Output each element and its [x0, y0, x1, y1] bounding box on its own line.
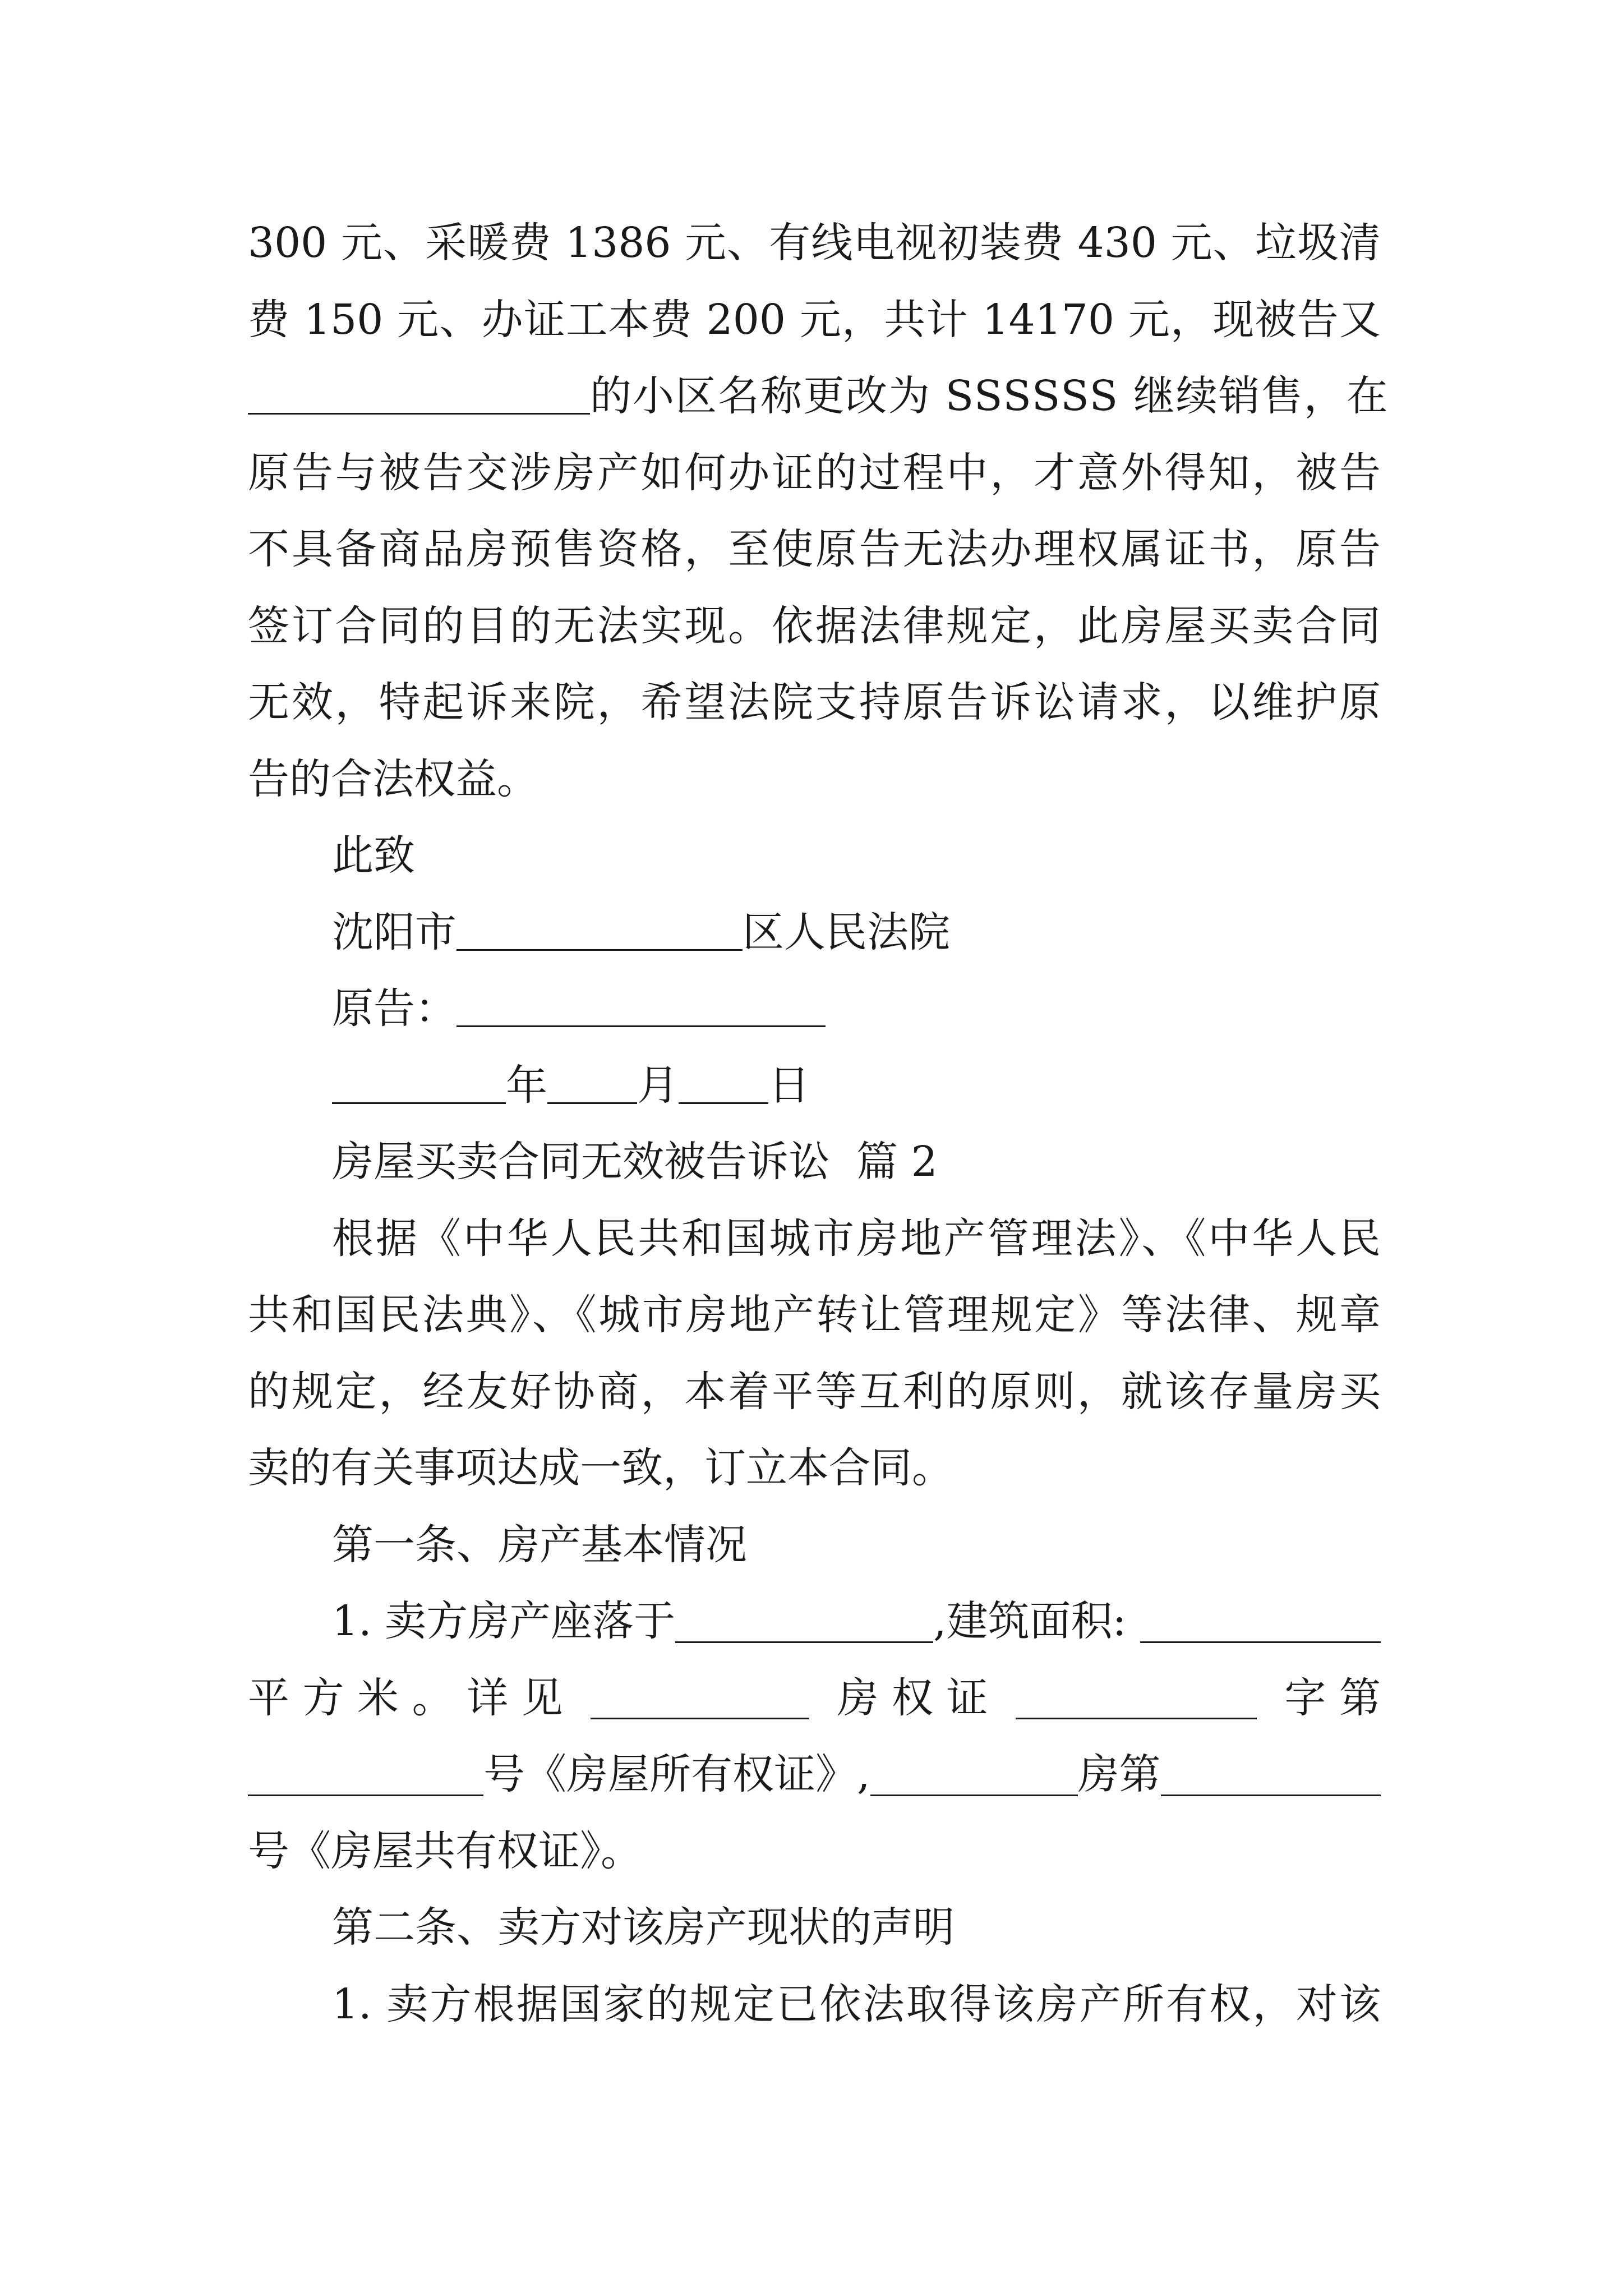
- text-line: [248, 1583, 1381, 1660]
- text-segment: ,建筑面积:: [933, 1597, 1127, 1645]
- text-line: 1. 卖方根据国家的规定已依法取得该房产所有权，对该: [332, 1980, 1381, 2028]
- fill-blank: [248, 1753, 483, 1796]
- article-title: 第二条、卖方对该房产现状的声明: [332, 1903, 955, 1952]
- text-line: [248, 1736, 1381, 1813]
- article-title: 第一条、房产基本情况: [332, 1520, 747, 1569]
- text-line: 根据《中华人民共和国城市房地产管理法》、《中华人民: [332, 1214, 1381, 1263]
- text-segment: 号《房屋所有权证》,: [483, 1750, 870, 1798]
- fill-blank: [457, 984, 826, 1027]
- text-segment: 区人民法院: [743, 908, 950, 956]
- text-line: 告的合法权益。: [248, 754, 538, 803]
- document-body: [248, 205, 1389, 2042]
- plaintiff-line: [248, 970, 1381, 1047]
- fill-blank: [332, 1061, 506, 1104]
- text-line: 共和国民法典》、《城市房地产转让管理规定》等法律、规章: [248, 1291, 1381, 1339]
- fill-blank: [1016, 1676, 1257, 1719]
- fill-blank: [547, 1061, 637, 1104]
- text-segment: 字 第: [1284, 1673, 1381, 1722]
- text-line: 卖的有关事项达成一致，订立本合同。: [248, 1444, 953, 1492]
- text-line: 原告与被告交涉房产如何办证的过程中，才意外得知，被告: [248, 448, 1381, 497]
- fill-blank: [591, 1676, 809, 1719]
- fill-blank: [1161, 1753, 1381, 1796]
- fill-blank: [248, 371, 590, 415]
- text-segment: 年: [506, 1061, 547, 1110]
- fill-blank: [675, 1600, 933, 1643]
- text-line: [248, 358, 1389, 435]
- court-line: [248, 894, 1381, 971]
- text-line: 费 150 元、办证工本费 200 元，共计 14170 元，现被告又: [248, 295, 1381, 344]
- section-heading: 房屋买卖合同无效被告诉讼 篇 2: [332, 1138, 938, 1186]
- text-line: 无效，特起诉来院，希望法院支持原告诉讼请求，以维护原: [248, 678, 1381, 726]
- fill-blank: [457, 908, 743, 951]
- text-segment: 房第: [1077, 1750, 1161, 1798]
- text-segment: 沈阳市: [332, 908, 457, 956]
- text-line: 不具备商品房预售资格，至使原告无法办理权属证书，原告: [248, 525, 1381, 573]
- fill-blank: [679, 1061, 768, 1104]
- text-line: 300 元、采暖费 1386 元、有线电视初装费 430 元、垃圾清: [248, 219, 1381, 267]
- fill-blank: [1140, 1600, 1381, 1643]
- text-segment: 原告：: [332, 984, 457, 1033]
- text-line: 的规定，经友好协商，本着平等互利的原则，就该存量房买: [248, 1367, 1381, 1416]
- fill-blank: [870, 1753, 1078, 1796]
- text-line: 号《房屋共有权证》。: [248, 1826, 642, 1875]
- text-line: 签订合同的目的无法实现。依据法律规定，此房屋买卖合同: [248, 601, 1381, 650]
- text-segment: 的小区名称更改为 SSSSSS 继续销售，在: [590, 372, 1389, 420]
- text-line: [248, 1660, 1381, 1737]
- text-segment: 月: [637, 1061, 679, 1110]
- salutation: 此致: [332, 831, 415, 880]
- text-segment: 平 方 米 。 详 见: [248, 1673, 563, 1722]
- text-segment: 房 权 证: [837, 1673, 988, 1722]
- text-segment: 日: [768, 1061, 810, 1110]
- text-segment: 1. 卖方房产座落于: [332, 1597, 676, 1645]
- date-line: [248, 1047, 1381, 1124]
